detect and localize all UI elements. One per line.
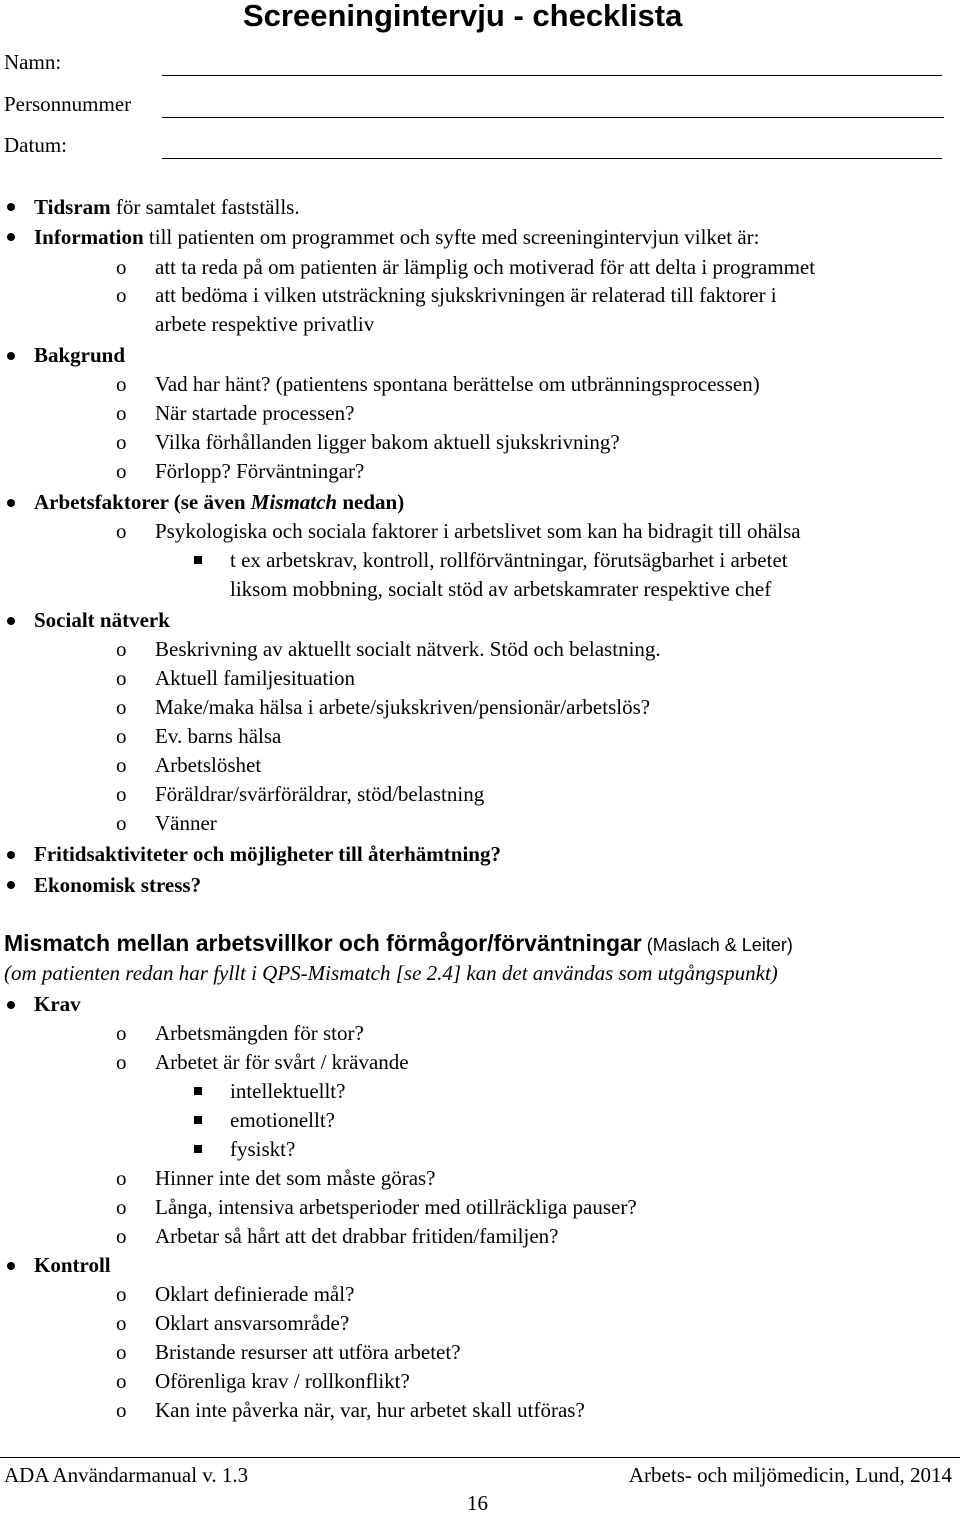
bullet-icon <box>7 1262 15 1270</box>
list-item: När startade processen? <box>155 401 355 425</box>
list-item: Aktuell familjesituation <box>155 666 356 690</box>
page-number: 16 <box>467 1491 488 1515</box>
kontroll-heading: Kontroll <box>34 1253 111 1277</box>
bullet-icon <box>7 233 15 241</box>
circle-bullet-icon: o <box>116 283 127 307</box>
date-field-line[interactable] <box>162 158 942 159</box>
circle-bullet-icon: o <box>116 666 127 690</box>
mismatch-note: (om patienten redan har fyllt i QPS-Mismatch [se 2.4] kan det användas som utgångspunkt) <box>4 961 778 985</box>
circle-bullet-icon: o <box>116 1195 127 1219</box>
ekonomisk-heading: Ekonomisk stress? <box>34 873 202 897</box>
list-item: Förlopp? Förväntningar? <box>155 459 365 483</box>
socialt-heading: Socialt nätverk <box>34 608 170 632</box>
circle-bullet-icon: o <box>116 401 127 425</box>
list-item: Vad har hänt? (patientens spontana berättelse om utbränningsprocessen) <box>155 372 760 396</box>
page-title: Screeningintervju - checklista <box>243 0 683 33</box>
circle-bullet-icon: o <box>116 753 127 777</box>
bakgrund-heading: Bakgrund <box>34 343 126 367</box>
name-label: Namn: <box>4 50 62 74</box>
circle-bullet-icon: o <box>116 1398 127 1422</box>
list-item: Hinner inte det som måste göras? <box>155 1166 436 1190</box>
sub-list-item: emotionellt? <box>230 1108 335 1132</box>
footer-right: Arbets- och miljömedicin, Lund, 2014 <box>628 1463 952 1487</box>
circle-bullet-icon: o <box>116 1340 127 1364</box>
bullet-icon <box>7 203 15 211</box>
personnummer-label: Personnummer <box>4 92 132 116</box>
circle-bullet-icon: o <box>116 1224 127 1248</box>
circle-bullet-icon: o <box>116 1166 127 1190</box>
list-item: Oklart ansvarsområde? <box>155 1311 350 1335</box>
list-item-continuation: arbete respektive privatliv <box>155 312 375 336</box>
circle-bullet-icon: o <box>116 372 127 396</box>
circle-bullet-icon: o <box>116 519 127 543</box>
tidsram-item: Tidsram för samtalet fastställs. <box>34 195 300 219</box>
list-item: Oklart definierade mål? <box>155 1282 355 1306</box>
circle-bullet-icon: o <box>116 1050 127 1074</box>
fritid-heading: Fritidsaktiviteter och möjligheter till återhämtning? <box>34 842 501 866</box>
square-bullet-icon <box>194 1087 202 1095</box>
circle-bullet-icon: o <box>116 459 127 483</box>
list-item: Långa, intensiva arbetsperioder med otillräckliga pauser? <box>155 1195 637 1219</box>
sub-list-item: intellektuellt? <box>230 1079 346 1103</box>
list-item: Beskrivning av aktuellt socialt nätverk. Stöd och belastning. <box>155 637 661 661</box>
list-item: Arbetet är för svårt / krävande <box>155 1050 409 1074</box>
arbetsfaktorer-heading: Arbetsfaktorer (se även Mismatch nedan) <box>34 490 405 514</box>
circle-bullet-icon: o <box>116 1369 127 1393</box>
sub-list-item-continuation: liksom mobbning, socialt stöd av arbetskamrater respektive chef <box>230 577 772 601</box>
bullet-icon <box>7 352 15 360</box>
footer-divider <box>0 1457 960 1458</box>
circle-bullet-icon: o <box>116 782 127 806</box>
circle-bullet-icon: o <box>116 1282 127 1306</box>
bullet-icon <box>7 851 15 859</box>
date-label: Datum: <box>4 133 67 157</box>
list-item: att ta reda på om patienten är lämplig och motiverad för att delta i programmet <box>155 255 816 279</box>
bullet-icon <box>7 1001 15 1009</box>
square-bullet-icon <box>194 1116 202 1124</box>
information-item: Information till patienten om programmet och syfte med screeningintervjun vilket är: <box>34 225 760 249</box>
circle-bullet-icon: o <box>116 430 127 454</box>
bullet-icon <box>7 617 15 625</box>
list-item: Psykologiska och sociala faktorer i arbetslivet som kan ha bidragit till ohälsa <box>155 519 801 543</box>
circle-bullet-icon: o <box>116 637 127 661</box>
bullet-icon <box>7 499 15 507</box>
list-item: att bedöma i vilken utsträckning sjukskrivningen är relaterad till faktorer i <box>155 283 777 307</box>
name-field-line[interactable] <box>162 75 942 76</box>
list-item: Arbetar så hårt att det drabbar fritiden/familjen? <box>155 1224 559 1248</box>
list-item: Kan inte påverka när, var, hur arbetet skall utföras? <box>155 1398 585 1422</box>
circle-bullet-icon: o <box>116 255 127 279</box>
list-item: Arbetsmängden för stor? <box>155 1021 364 1045</box>
krav-heading: Krav <box>34 992 81 1016</box>
list-item: Vänner <box>155 811 217 835</box>
list-item: Ev. barns hälsa <box>155 724 282 748</box>
footer-left: ADA Användarmanual v. 1.3 <box>4 1463 249 1487</box>
list-item: Föräldrar/svärföräldrar, stöd/belastning <box>155 782 485 806</box>
sub-list-item: fysiskt? <box>230 1137 296 1161</box>
list-item: Arbetslöshet <box>155 753 262 777</box>
circle-bullet-icon: o <box>116 1021 127 1045</box>
list-item: Make/maka hälsa i arbete/sjukskriven/pensionär/arbetslös? <box>155 695 651 719</box>
sub-list-item: t ex arbetskrav, kontroll, rollförväntningar, förutsägbarhet i arbetet <box>230 548 788 572</box>
square-bullet-icon <box>194 556 202 564</box>
list-item: Vilka förhållanden ligger bakom aktuell sjukskrivning? <box>155 430 620 454</box>
circle-bullet-icon: o <box>116 1311 127 1335</box>
circle-bullet-icon: o <box>116 811 127 835</box>
list-item: Bristande resurser att utföra arbetet? <box>155 1340 461 1364</box>
circle-bullet-icon: o <box>116 724 127 748</box>
bullet-icon <box>7 881 15 889</box>
mismatch-title: Mismatch mellan arbetsvillkor och förmågor/förväntningar (Maslach & Leiter) <box>4 930 793 956</box>
personnummer-field-line[interactable] <box>162 117 944 118</box>
circle-bullet-icon: o <box>116 695 127 719</box>
square-bullet-icon <box>194 1145 202 1153</box>
list-item: Oförenliga krav / rollkonflikt? <box>155 1369 410 1393</box>
